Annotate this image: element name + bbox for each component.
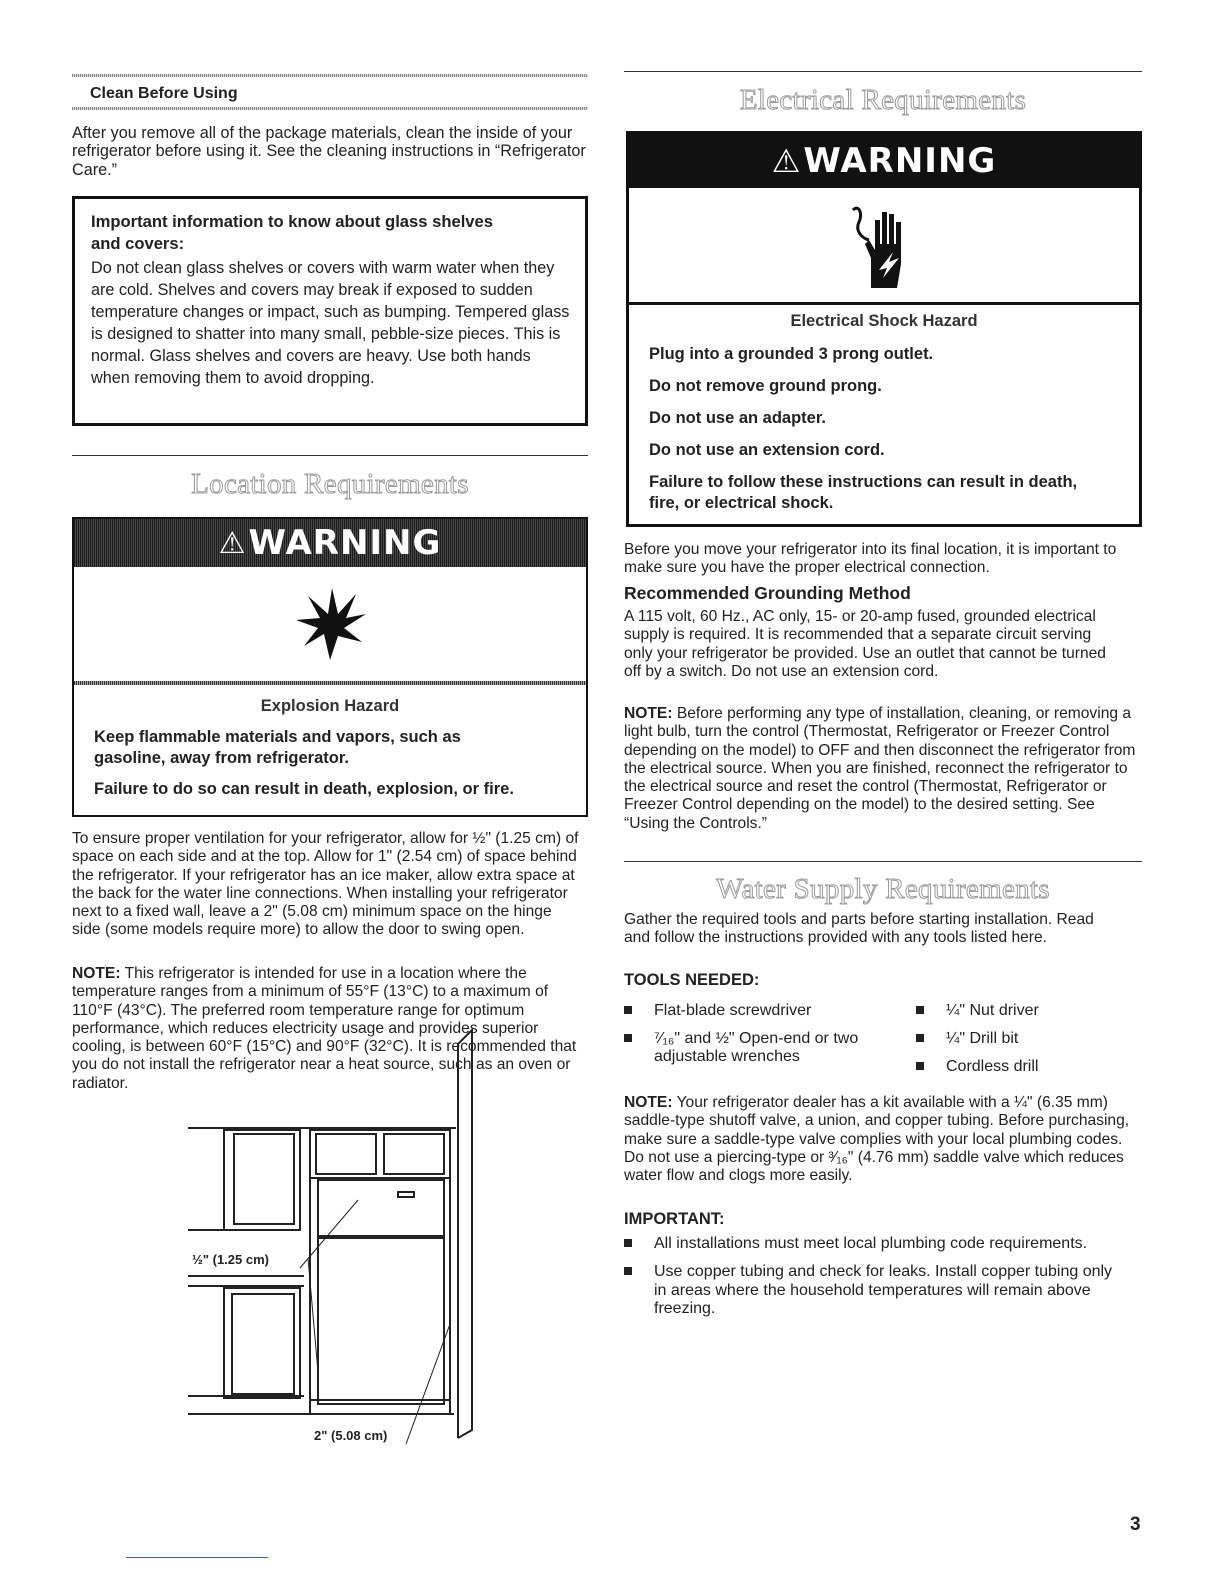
electrical-intro: Before you move your refrigerator into its final location, it is important to make sure you have the proper electrical connection. [624,541,1117,577]
water-note-text: Your refrigerator dealer has a kit available with a ¼" (6.35 mm) saddle-type shutoff valve, a union, and copper tubing. Before purchasing, make sure a saddle-type valve complies with your local plumbing codes. Do not use a piercing-type or ³⁄₁₆" (4.76 mm) saddle valve which reduces water flow and clogs more easily. [624,1094,1130,1185]
section-divider [624,71,1142,72]
electrical-note-text: Before performing any type of installation, cleaning, or removing a light bulb, turn the control (Thermostat, Refrigerator or Freezer Control depending on the model) to OFF and then disconnect the refrigerator from the electrical source. When you are finished, reconnect the refrigerator to the electrical source and reset the control (Thermostat, Refrigerator or Freezer Control depending on the model) to the desired setting. See “Using the Controls.” [624,705,1136,832]
bullet-icon [624,1034,632,1042]
side-clearance-label: ½" (1.25 cm) [192,1252,269,1267]
note-label: NOTE: [72,965,121,982]
bullet-icon [916,1034,924,1042]
section-divider [624,861,1142,862]
glass-box-title-line2: and covers: [91,234,185,253]
tool-item: ¼" Nut driver [916,1002,1039,1021]
dotted-divider [72,107,588,110]
ventilation-paragraph: To ensure proper ventilation for your refrigerator, allow for ½" (1.25 cm) of space on each side and at the top. Allow for 1" (2.54 cm) of space behind the refrigerator. If your refrigerator has an ice maker, allow extra space at the back for the water line connections. When installing your refrigerator next to a fixed wall, leave a 2" (5.08 cm) minimum space on the hinge side (some models require more) to allow the door to swing open. [72,830,579,939]
tool-item: ⁷⁄₁₆" and ½" Open-end or two [624,1030,858,1049]
important-item: All installations must meet local plumbing code requirements. [624,1235,1142,1254]
explosion-warning-line1: Keep flammable materials and vapors, such as [94,728,461,746]
clean-before-using-heading: Clean Before Using [90,85,238,102]
bullet-icon [916,1006,924,1014]
warning-label: WARNING [248,523,442,563]
warning-triangle-icon: ⚠ [771,142,802,180]
electrical-warning-line: Failure to follow these instructions can result in death, [649,473,1078,491]
grounding-method-text: A 115 volt, 60 Hz., AC only, 15- or 20-amp fused, grounded electrical supply is required. It is recommended that a separate circuit serving only your refrigerator be provided. Use an outlet that cannot be turned off by a switch. Do not use an extension cord. [624,608,1106,680]
tool-item: ¼" Drill bit [916,1030,1018,1049]
banner-divider [74,681,586,685]
warning-banner [74,519,586,567]
warning-label: WARNING [803,141,997,181]
important-heading: IMPORTANT: [624,1210,725,1228]
important-item: Use copper tubing and check for leaks. Install copper tubing only in areas where the household temperatures will remain above freezing. [624,1263,1124,1319]
electrical-shock-hand-icon [629,188,1139,302]
electrical-requirements-title: Electrical Requirements [739,84,1027,116]
banner-divider [629,302,1139,305]
note-label: NOTE: [624,705,673,722]
electrical-warning-line: Do not use an adapter. [649,409,826,427]
footer-line [126,1557,268,1558]
warning-banner [629,134,1139,188]
clearance-diagram [188,1024,488,1444]
electrical-note [624,705,1142,833]
rear-clearance-label: 2" (5.08 cm) [314,1428,388,1443]
electrical-warning-line: Plug into a grounded 3 prong outlet. [649,345,934,363]
tools-needed-heading: TOOLS NEEDED: [624,971,760,989]
location-note-text: This refrigerator is intended for use in a location where the temperature ranges from a minimum of 55°F (13°C) to a maximum of 110°F (43°C). The preferred room temperature range for optimum performance, which reduces electricity usage and provides superior cooling, is between 60°F (15°C) and 90°F (32°C). It is recommended that you do not install the refrigerator near a heat source, such as an oven or radiator. [72,965,577,1092]
clean-before-using-text: After you remove all of the package materials, clean the inside of your refrigerator before using it. See the cleaning instructions in “Refrigerator Care.” [72,124,586,179]
location-requirements-title: Location Requirements [191,468,469,500]
warning-triangle-icon: ⚠ [218,525,247,561]
electrical-warning-line: Do not use an extension cord. [649,441,885,459]
bullet-icon [624,1239,632,1247]
page-number: 3 [1130,1514,1141,1535]
electrical-warning-line: fire, or electrical shock. [649,494,834,512]
tool-item-continuation: adjustable wrenches [654,1048,800,1065]
electrical-warning-line: Do not remove ground prong. [649,377,882,395]
explosion-warning-box [72,517,588,817]
tool-item: Flat-blade screwdriver [624,1002,811,1021]
explosion-hazard-label: Explosion Hazard [260,697,400,715]
explosion-icon [74,567,586,681]
bullet-icon [624,1006,632,1014]
water-intro: Gather the required tools and parts before starting installation. Read and follow the instructions provided with any tools listed here. [624,911,1094,947]
tool-item: Cordless drill [916,1058,1038,1077]
glass-box-title-line1: Important information to know about glass shelves [91,212,493,231]
note-label: NOTE: [624,1094,673,1111]
electrical-hazard-label: Electrical Shock Hazard [790,312,978,330]
explosion-warning-line3: Failure to do so can result in death, explosion, or fire. [94,780,514,798]
electrical-warning-box [626,131,1142,527]
explosion-warning-line2: gasoline, away from refrigerator. [94,749,349,767]
water-note [624,1094,1142,1185]
water-supply-requirements-title: Water Supply Requirements [716,873,1050,905]
dotted-divider [72,74,588,77]
grounding-method-heading: Recommended Grounding Method [624,583,911,603]
glass-box-text: Do not clean glass shelves or covers with warm water when they are cold. Shelves and covers may break if exposed to sudden temperature changes or impact, such as bumping. Tempered glass is designed to shatter into many small, pebble-size pieces. This is normal. Glass shelves and covers are heavy. Use both hands when removing them to avoid dropping. [91,259,570,387]
bullet-icon [624,1267,632,1275]
section-divider [72,455,588,456]
bullet-icon [916,1062,924,1070]
glass-shelves-info-box [72,196,588,426]
